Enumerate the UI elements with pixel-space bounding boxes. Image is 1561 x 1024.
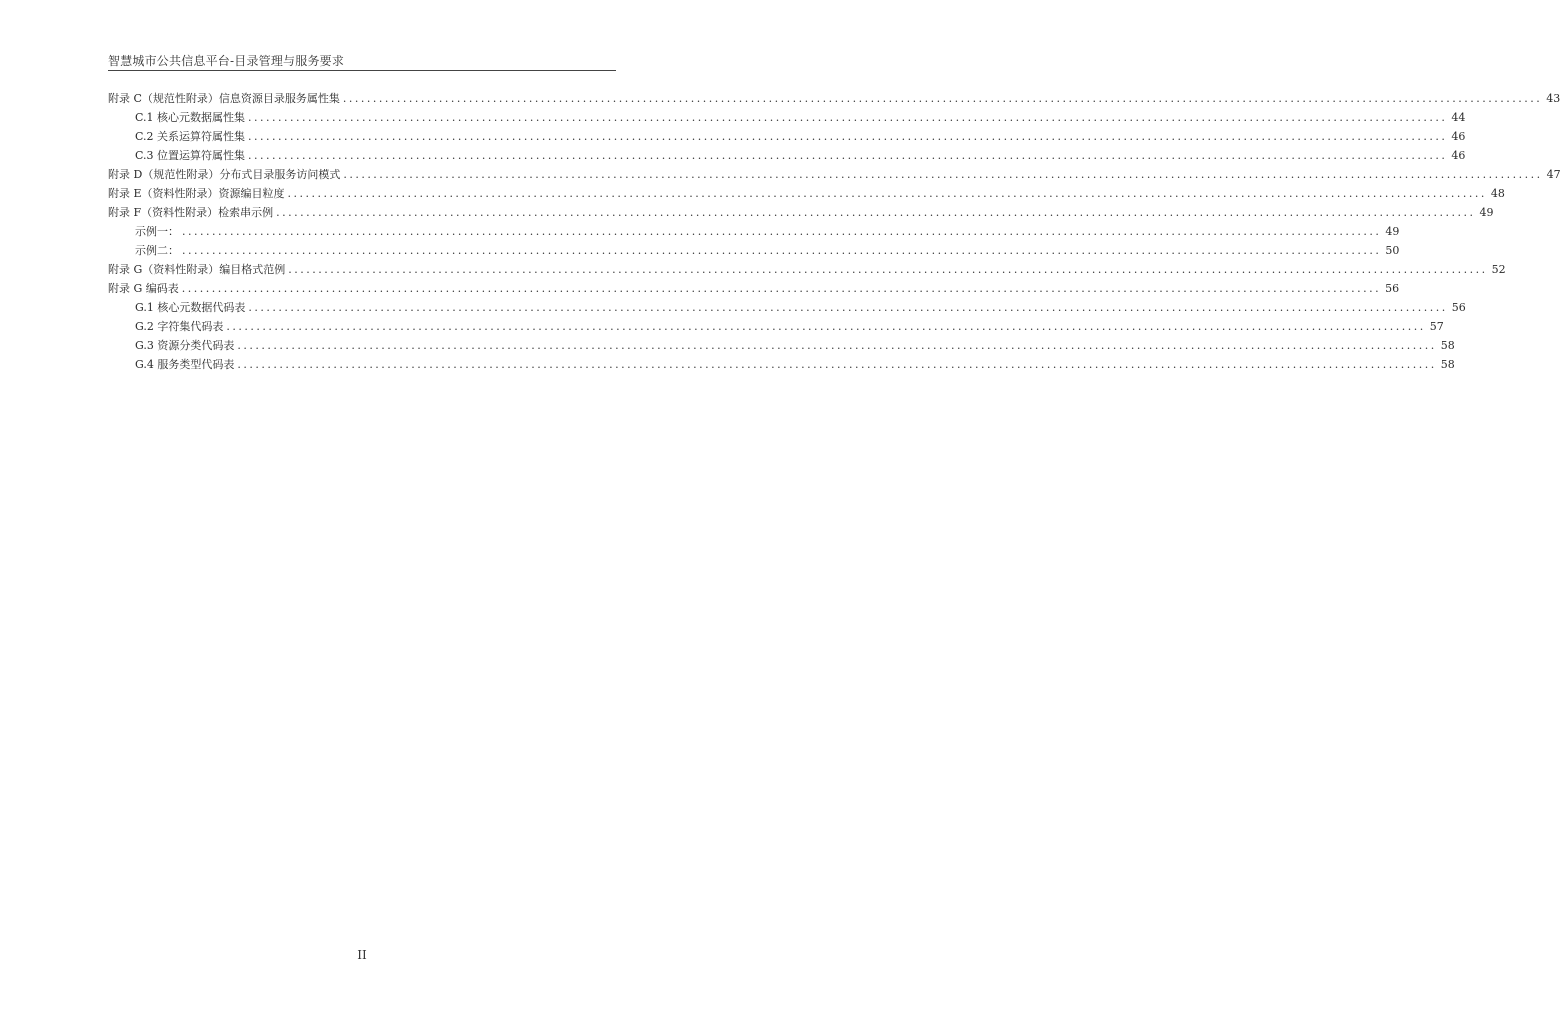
toc-dot-leader: ........................................................................................................................................................................................................ [237, 358, 1437, 371]
toc-entry-title: 附录 G 编码表 [108, 282, 179, 295]
toc-entry[interactable] [108, 241, 1400, 260]
toc-entry-page: 48 [1490, 187, 1505, 200]
toc-entry-title: 附录 E（资料性附录）资源编目粒度 [108, 187, 285, 200]
toc-entry-title: 附录 F（资料性附录）检索串示例 [108, 206, 274, 219]
toc-entry-page: 56 [1451, 301, 1466, 314]
toc-entry[interactable] [108, 127, 1466, 146]
toc-dot-leader: ........................................................................................................................................................................................................ [182, 225, 1382, 238]
toc-dot-leader: ........................................................................................................................................................................................................ [226, 320, 1426, 333]
toc-entry-page: 49 [1479, 206, 1494, 219]
toc-entry[interactable] [108, 165, 1561, 184]
toc-dot-leader: ........................................................................................................................................................................................................ [248, 130, 1448, 143]
toc-entry-page: 46 [1451, 149, 1466, 162]
toc-dot-leader: ........................................................................................................................................................................................................ [248, 111, 1448, 124]
toc-entry-title: C.2 关系运算符属性集 [135, 130, 246, 143]
toc-entry-page: 58 [1440, 358, 1455, 371]
toc-dot-leader: ........................................................................................................................................................................................................ [237, 339, 1437, 352]
toc-dot-leader: ........................................................................................................................................................................................................ [248, 149, 1448, 162]
toc-entry-title: G.1 核心元数据代码表 [135, 301, 246, 314]
toc-entry[interactable] [108, 203, 1494, 222]
toc-dot-leader: ........................................................................................................................................................................................................ [342, 92, 1543, 105]
toc-entry[interactable] [108, 279, 1400, 298]
table-of-contents [108, 89, 1561, 374]
toc-entry-title: C.3 位置运算符属性集 [135, 149, 246, 162]
page-number: II [357, 948, 367, 962]
toc-dot-leader: ........................................................................................................................................................................................................ [182, 244, 1382, 257]
toc-entry-title: G.4 服务类型代码表 [135, 358, 235, 371]
toc-dot-leader: ........................................................................................................................................................................................................ [181, 282, 1382, 295]
toc-entry[interactable] [108, 355, 1455, 374]
toc-entry[interactable] [108, 260, 1506, 279]
toc-entry-page: 46 [1451, 130, 1466, 143]
running-header: 智慧城市公共信息平台-目录管理与服务要求 [108, 54, 345, 68]
toc-entry[interactable] [108, 317, 1444, 336]
toc-entry-title: 附录 C（规范性附录）信息资源目录服务属性集 [108, 92, 340, 105]
toc-entry-title: 示例二： [135, 244, 179, 257]
toc-entry-page: 56 [1385, 282, 1400, 295]
toc-dot-leader: ........................................................................................................................................................................................................ [288, 263, 1488, 276]
toc-entry-page: 49 [1385, 225, 1400, 238]
toc-entry-title: 示例一： [135, 225, 179, 238]
toc-entry[interactable] [108, 184, 1505, 203]
toc-entry-title: 附录 D（规范性附录）分布式目录服务访问模式 [108, 168, 341, 181]
toc-entry-page: 58 [1440, 339, 1455, 352]
toc-entry-page: 44 [1451, 111, 1466, 124]
toc-entry-title: G.2 字符集代码表 [135, 320, 224, 333]
toc-dot-leader: ........................................................................................................................................................................................................ [287, 187, 1487, 200]
toc-entry[interactable] [108, 222, 1400, 241]
toc-entry[interactable] [108, 108, 1466, 127]
toc-entry-page: 50 [1385, 244, 1400, 257]
toc-entry-title: 附录 G（资料性附录）编目格式范例 [108, 263, 286, 276]
toc-entry[interactable] [108, 336, 1455, 355]
header-rule [108, 70, 616, 71]
toc-entry[interactable] [108, 298, 1466, 317]
toc-dot-leader: ........................................................................................................................................................................................................ [343, 168, 1543, 181]
toc-entry-page: 52 [1491, 263, 1506, 276]
toc-entry-page: 47 [1546, 168, 1561, 181]
toc-entry-title: C.1 核心元数据属性集 [135, 111, 246, 124]
toc-entry-title: G.3 资源分类代码表 [135, 339, 235, 352]
toc-entry[interactable] [108, 89, 1561, 108]
toc-dot-leader: ........................................................................................................................................................................................................ [248, 301, 1448, 314]
toc-dot-leader: ........................................................................................................................................................................................................ [276, 206, 1476, 219]
toc-entry-page: 57 [1429, 320, 1444, 333]
toc-entry[interactable] [108, 146, 1466, 165]
toc-entry-page: 43 [1546, 92, 1561, 105]
